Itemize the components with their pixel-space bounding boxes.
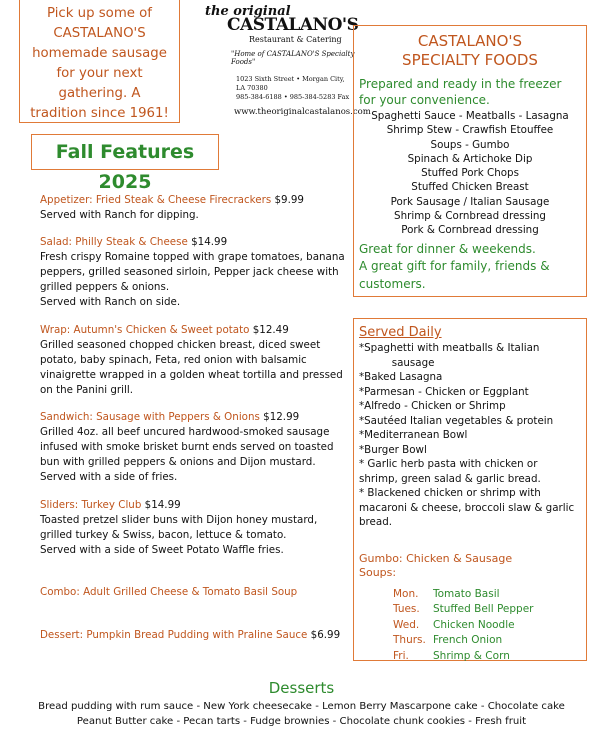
served-daily-title: Served Daily <box>359 325 442 340</box>
soup-row <box>393 618 534 634</box>
soup-day: Wed. <box>393 618 420 631</box>
sandwich-desc: infused with smoke brisket burnt ends served on toasted <box>40 441 334 453</box>
soup-day: Tues. <box>393 603 420 615</box>
feature-appetizer <box>40 193 304 223</box>
specialty-item: Shrimp Stew - Crawfish Etouffee <box>386 124 554 137</box>
salad-desc: peppers, grilled seasoned sirloin, Pepper jack cheese with <box>40 266 339 278</box>
wrap-label: Wrap: Autumn's Chicken & Sweet potato <box>40 324 250 336</box>
specialty-outro-line: Great for dinner & weekends. <box>359 241 536 256</box>
specialty-item: Shrimp & Cornbread dressing <box>394 210 546 223</box>
served-daily-item: *Baked Lasagna <box>359 371 443 383</box>
specialty-intro <box>354 70 586 108</box>
pickup-promo-box <box>19 0 180 123</box>
dessert-price: $6.99 <box>310 629 341 641</box>
sandwich-desc: bun with grilled peppers & onions and Dijon mustard. <box>40 456 316 468</box>
soup-row <box>393 587 534 603</box>
pickup-line: CASTALANO'S <box>53 26 146 41</box>
served-daily-item: *Parmesan - Chicken or Eggplant <box>359 385 529 398</box>
feature-salad <box>40 235 345 310</box>
specialty-item: Soups - Gumbo <box>430 138 510 151</box>
served-daily-item: * Blackened chicken or shrimp with <box>359 487 541 499</box>
specialty-item: Stuffed Pork Chops <box>421 167 519 180</box>
logo-the-original: the original <box>205 4 291 19</box>
served-daily-item: macaroni & cheese, broccoli slaw & garlic <box>359 501 575 514</box>
desserts-line: Bread pudding with rum sauce - New York cheesecake - Lemon Berry Mascarpone cake - Chocolate cake <box>38 701 565 712</box>
gumbo-soups-section <box>359 552 586 665</box>
specialty-list <box>354 109 586 238</box>
specialty-outro-line: customers. <box>359 276 426 291</box>
soup-name: Chicken Noodle <box>433 618 515 631</box>
sandwich-desc: Grilled 4oz. all beef uncured hardwood-smoked sausage <box>40 426 330 438</box>
desserts-title: Desserts <box>268 679 335 697</box>
appetizer-desc: Served with Ranch for dipping. <box>40 209 199 221</box>
feature-dessert <box>40 628 340 643</box>
appetizer-price: $9.99 <box>274 194 304 206</box>
specialty-item: Pork & Cornbread dressing <box>401 224 539 237</box>
pickup-line: Pick up some of <box>47 6 152 21</box>
soup-row <box>393 602 534 618</box>
specialty-foods-box <box>353 25 587 297</box>
specialty-item: Pork Sausage / Italian Sausage <box>390 195 550 208</box>
specialty-item: Stuffed Chicken Breast <box>411 181 529 194</box>
pickup-line: gathering. A <box>58 86 141 101</box>
wrap-desc: vinaigrette wrapped in a golden wheat tortilla and pressed <box>40 369 343 381</box>
wrap-desc: on the Panini grill. <box>40 384 133 396</box>
sliders-price: $14.99 <box>144 499 181 511</box>
specialty-outro <box>354 238 586 294</box>
sliders-label: Sliders: Turkey Club <box>40 499 142 511</box>
specialty-title-line: SPECIALTY FOODS <box>402 51 538 69</box>
wrap-desc: potato, baby spinach, Feta, red onion with balsamic <box>40 354 307 366</box>
served-daily-item: shrimp, green salad & garlic bread. <box>359 472 541 485</box>
specialty-item: Spinach & Artichoke Dip <box>407 152 533 165</box>
served-daily-item: *Mediterranean Bowl <box>359 429 468 441</box>
sliders-desc: Toasted pretzel slider buns with Dijon honey mustard, <box>40 514 318 526</box>
served-daily-item: *Burger Bowl <box>359 443 427 456</box>
soup-day: Mon. <box>393 587 419 600</box>
desserts-list <box>0 699 603 729</box>
logo-subtitle: Restaurant & Catering <box>249 35 342 44</box>
restaurant-logo <box>205 4 371 117</box>
feature-sandwich <box>40 410 333 485</box>
soup-day: Thurs. <box>393 634 426 646</box>
sliders-desc: Served with a side of Sweet Potato Waffle fries. <box>40 544 284 556</box>
combo-label: Combo: Adult Grilled Cheese & Tomato Basil Soup <box>40 586 298 598</box>
pickup-promo-text <box>20 0 179 124</box>
salad-desc: grilled peppers & onions. <box>40 281 170 293</box>
gumbo-label <box>359 552 586 567</box>
salad-label: Salad: Philly Steak & Cheese <box>40 236 188 248</box>
served-daily-item: *Sautéed Italian vegetables & protein <box>359 414 554 427</box>
logo-name: CASTALANO'S <box>227 15 359 35</box>
appetizer-label: Appetizer: Fried Steak & Cheese Firecrackers <box>40 194 272 206</box>
soup-name: Shrimp & Corn <box>433 649 510 662</box>
sandwich-desc: Served with a side of fries. <box>40 471 178 483</box>
served-daily-box <box>353 318 587 661</box>
soup-name: Stuffed Bell Pepper <box>433 603 534 615</box>
logo-website: www.theoriginalcastalanos.com <box>234 107 371 117</box>
salad-desc: Fresh crispy Romaine topped with grape tomatoes, banana <box>40 251 345 263</box>
soup-row <box>393 633 534 649</box>
specialty-item: Spaghetti Sauce - Meatballs - Lasagna <box>371 110 569 122</box>
feature-wrap <box>40 323 343 398</box>
wrap-price: $12.49 <box>252 324 289 336</box>
pickup-line: for your next <box>56 66 143 81</box>
feature-sliders <box>40 498 317 558</box>
sandwich-label: Sandwich: Sausage with Peppers & Onions <box>40 411 260 423</box>
served-daily-item: sausage <box>359 356 435 369</box>
specialty-title <box>354 26 586 70</box>
served-daily-item: *Spaghetti with meatballs & Italian <box>359 342 540 354</box>
wrap-desc: Grilled seasoned chopped chicken breast, diced sweet <box>40 339 321 351</box>
soups-label: Soups: <box>359 566 397 579</box>
desserts-line: Peanut Butter cake - Pecan tarts - Fudge brownies - Chocolate chunk cookies - Fresh fruit <box>76 716 527 727</box>
soup-name: Tomato Basil <box>433 587 500 600</box>
gumbo-text: Gumbo: Chicken & Sausage <box>359 551 513 565</box>
sliders-desc: grilled turkey & Swiss, bacon, lettuce & tomato. <box>40 529 287 541</box>
soup-row <box>393 649 534 665</box>
served-daily-item: * Garlic herb pasta with chicken or <box>359 458 538 470</box>
logo-phone: 985-384-6188 • 985-384-5283 Fax <box>236 93 350 101</box>
salad-desc: Served with Ranch on side. <box>40 296 181 308</box>
specialty-intro-line: for your convenience. <box>359 93 490 107</box>
specialty-outro-line: A great gift for family, friends & <box>359 259 550 274</box>
served-daily-item: *Alfredo - Chicken or Shrimp <box>359 400 506 412</box>
sandwich-price: $12.99 <box>263 411 300 423</box>
served-daily-item: bread. <box>359 516 392 528</box>
pickup-line: homemade sausage <box>32 46 167 61</box>
soup-day: Fri. <box>393 649 409 662</box>
specialty-intro-line: Prepared and ready in the freezer <box>359 77 562 91</box>
salad-price: $14.99 <box>191 236 228 248</box>
pickup-line: tradition since 1961! <box>30 106 169 121</box>
soups-table <box>393 587 534 665</box>
specialty-title-line: CASTALANO'S <box>417 32 523 50</box>
logo-tagline: "Home of CASTALANO'S Specialty Foods" <box>231 50 355 66</box>
soup-name: French Onion <box>433 634 503 646</box>
dessert-label: Dessert: Pumpkin Bread Pudding with Praline Sauce <box>40 629 308 641</box>
desserts-section <box>0 678 603 729</box>
feature-combo <box>40 585 297 600</box>
fall-features-title: Fall Features 2025 <box>31 134 219 170</box>
logo-address: 1023 Sixth Street • Morgan City, LA 70380 <box>236 75 345 92</box>
served-daily-list <box>359 341 586 530</box>
